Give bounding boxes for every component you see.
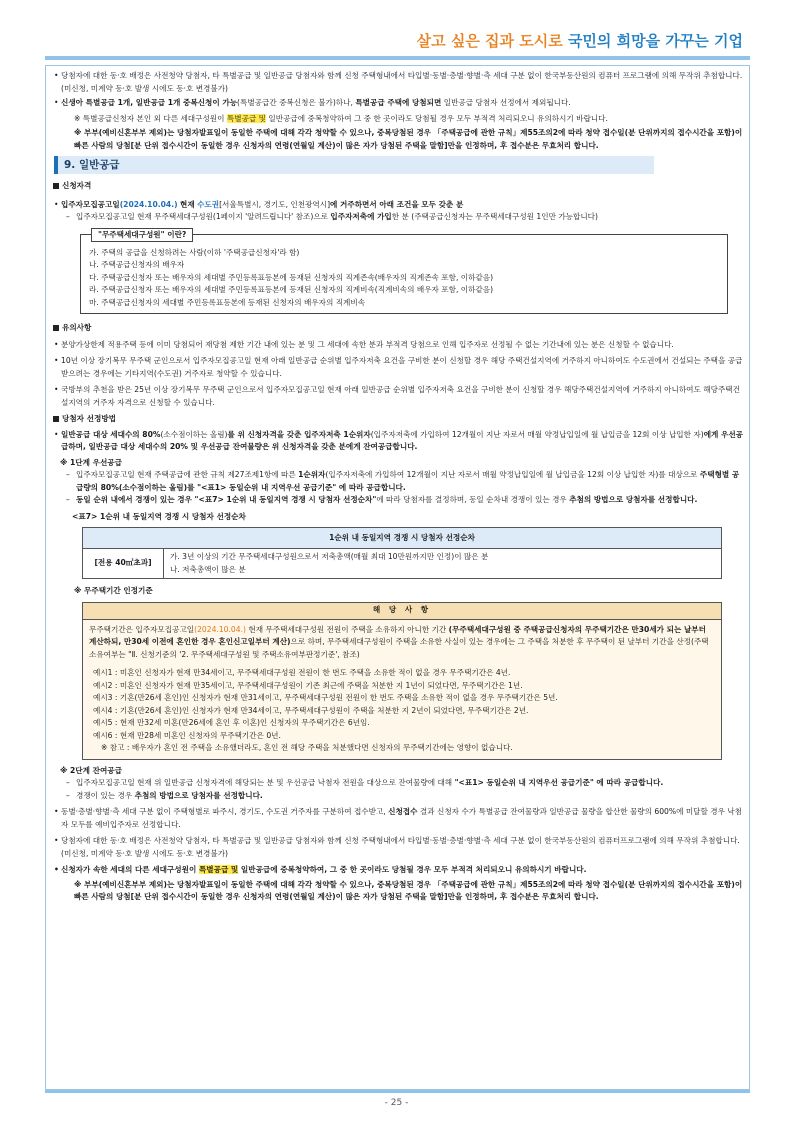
- sel-b2-b: 결과 신청자 수가 특별공급 잔여물량과 일반공급 물량을 합산한 물량의 600%에 미달할 경우 낙첨자 모두를 예비입주자로 선정합니다.: [61, 807, 742, 829]
- sel-b4-b: 일반공급에 중복청약하여, 그 중 한 곳이라도 당첨될 경우 모두 부적격 처리되오니 유의하시기 바랍니다.: [240, 865, 587, 874]
- qual-date: (2024.10.04.): [119, 199, 178, 209]
- qualification-dash: – 입주자모집공고일 현재 무주택세대구성원(1페이지 '알려드립니다' 참조)으로 입주자저축에 가입한 분 (주택공급신청자는 무주택세대구성원 1인만 가능합니다): [66, 212, 598, 221]
- selection-heading: [52, 413, 745, 426]
- example-4: 예시4 : 기혼(만26세 혼인)인 신청자가 현재 만34세이고, 무주택세대구성원이 주택을 처분한 지 2년이 되었다면, 무주택기간은 2년.: [93, 705, 529, 715]
- t8-p1-a: 무주택기간은 입주자모집공고일: [89, 624, 195, 634]
- footer-rule: [45, 1090, 750, 1093]
- s1d1-b: (입주자저축에 가입하여 12개월이 지난 자로서 매월 약정납입일에 월 납입금을 12회 이상 납입한 자)를 대상으로: [325, 470, 698, 479]
- square-bullet-icon: [53, 416, 59, 422]
- example-5: 예시5 : 현재 만32세 미혼(만26세에 혼인 후 이혼)인 신청자의 무주택기간은 6년임.: [93, 718, 370, 727]
- sel-b1-bold2: 를 위 신청자격을 갖춘 입주자저축 1순위자: [227, 429, 371, 439]
- s1d2-a: 에 따라 당첨자를 결정하며, 동일 순차내 경쟁이 있는 경우: [376, 495, 567, 504]
- sel-b2-a: 동별·층별·향별·측 세대 구분 없이 주택형별로 파주시, 경기도, 수도권 거주자를 구분하여 접수받고,: [61, 807, 386, 816]
- qual-paren: [서울특별시, 경기도, 인천광역시]: [219, 199, 331, 209]
- caution-b1-text: 분양가상한제 적용주택 등에 이미 당첨되어 재당첨 제한 기간 내에 있는 분 및 그 세대에 속한 분과 부적격 당첨으로 인해 입주자로 선정될 수 없는 기간내에 있는 분은 신청할 수 없습니다.: [61, 339, 674, 349]
- qual-bold2: 현재: [179, 199, 195, 209]
- selection-bullet-1: • 일반공급 대상 세대수의 80%(소수점이하는 올림)를 위 신청자격을 갖춘 입주자저축 1순위자(입주자저축에 가입하여 12개월이 지난 자로서 매월 약정납입일에 월 납입금을 12회 이상 납입한 자)에게 우선공급하며, 일반공급 대상 세대수의 20% 및 우선공급 잔여물량은 위 신청자격을 갖춘 분에게 잔여공급합니다.: [54, 429, 744, 451]
- example-1: 예시1 : 미혼인 신청자가 현재 만34세이고, 무주택세대구성원 전원이 한 번도 주택을 소유한 적이 없을 경우 무주택기간은 4년.: [93, 668, 511, 677]
- note1-highlight: 특별공급 및: [226, 113, 266, 123]
- s1d1-a: 입주자모집공고일 현재 주택공급에 관한 규칙 제27조제1항에 따른: [76, 470, 296, 479]
- stage2-dash-1: – 입주자모집공고일 현재 위 일반공급 신청자격에 해당되는 분 및 우선공급 낙첨자 전원을 대상으로 잔여물량에 대해 "<표1> 동일순위 내 지역우선 공급기준" 에 따라 공급합니다.: [66, 778, 664, 787]
- qualification-heading: [52, 180, 745, 193]
- header-rule: [45, 56, 750, 60]
- sel-b2-bold: 신청접수: [388, 807, 418, 816]
- sel-b4-a: 신청자가 속한 세대의 다른 세대구성원이: [61, 865, 197, 874]
- homeless-household-definition-box: [80, 229, 728, 315]
- example-6: 예시6 : 현재 만28세 미혼인 신청자의 무주택기간은 0년.: [93, 730, 281, 740]
- s1d1-bold1: 1순위자: [298, 470, 326, 479]
- cautions-heading: [52, 322, 745, 335]
- caution-bullet-3: • 국방부의 추천을 받은 25년 이상 장기복무 무주택 군인으로서 입주자모집공고일 현재 아래 일반공급 순위별 입주자저축 요건을 구비한 분이 신청할 경우 해당주택건설지역에 거주하지 아니하여도 해당주택건설지역의 거주자 자격으로 신청할 수 있습니다.: [54, 385, 740, 407]
- homeless-table-body: [83, 619, 722, 759]
- qual-bold3: 에 거주하면서 아래 조건을 모두 갖춘 분: [330, 199, 464, 209]
- homeless-table-header: 해 당 사 항: [83, 602, 722, 619]
- slogan-part1: 살고 싶은 집과 도시로: [416, 32, 563, 50]
- intro-bullet-2: • 신생아 특별공급 1개, 일반공급 1개 중복신청이 가능(특별공급간 중복신청은 불가)하나, 특별공급 주택에 당첨되면 일반공급 당첨자 선정에서 제외됩니다.: [54, 98, 571, 107]
- selection-note-last: ※ 부부(예비신혼부부 제외)는 당첨자발표일이 동일한 주택에 대해 각각 청약할 수 있으나, 중복당첨된 경우 「주택공급에 관한 규칙」제55조의2에 따라 청약 접수일(분 단위까지의 접수시간을 포함)이 빠른 사람의 당첨[분 단위 접수시간이 동일한 경우 신청자의 연령(연월일 계산)이 많은 자가 당첨된 주택을 말함]만을 인정하며, 후 접수분은 무효처리 합니다.: [74, 879, 743, 901]
- page-number: - 25 -: [384, 1098, 409, 1108]
- example-3: 예시3 : 기혼(만26세 혼인)인 신청자가 현재 만31세이고, 무주택세대구성원 전원이 한 번도 주택을 소유한 적이 없을 경우 무주택기간은 5년.: [93, 693, 558, 702]
- table7-row-content: [164, 549, 722, 579]
- intro-note-1: [52, 113, 745, 126]
- sel-b1-a: (소수점이하는 올림): [160, 429, 228, 439]
- stage1-dash-2: – 동일 순위 내에서 경쟁이 있는 경우 "<표7> 1순위 내 동일지역 경쟁 시 당첨자 선정순차"에 따라 당첨자를 결정하며, 동일 순차내 경쟁이 있는 경우 추첨의 방법으로 당첨자를 선정합니다.: [66, 495, 698, 504]
- note1-b: 일반공급에 중복청약하여 그 중 한 곳이라도 당첨될 경우 모두 부적격 처리되오니 유의하시기 바랍니다.: [268, 113, 608, 123]
- qual-d1-a: 입주자모집공고일 현재 무주택세대구성원(1페이지 '알려드립니다' 참조)으로: [76, 212, 328, 221]
- qualification-bullet: • 입주자모집공고일(2024.10.04.) 현재 수도권[서울특별시, 경기도, 인천광역시]에 거주하면서 아래 조건을 모두 갖춘 분: [54, 199, 464, 209]
- selection-bullet-3: • 당첨자에 대한 동·호 배정은 사전청약 당첨자, 타 특별공급 및 일반공급 당첨자와 함께 신청 주택형내에서 타입별·동별·층별·향별·측 세대 구분 없이 한국부동산원의 컴퓨터프로그램에 의해 무작위 추첨합니다.(미신청, 미계약 동·호 발생 시에도 동·호 변경불가): [54, 836, 740, 858]
- intro-note-2: ※ 부부(예비신혼부부 제외)는 당첨자발표일이 동일한 주택에 대해 각각 청약할 수 있으나, 중복당첨된 경우 「주택공급에 관한 규칙」제55조의2에 따라 청약 접수일(분 단위까지의 접수시간을 포함)이 빠른 사람의 당첨[분 단위 접수시간이 동일한 경우 신청자의 연령(연월일 계산)이 많은 자가 당첨된 주택을 말함]만을 인정하며, 후 접수분은 무효처리 합니다.: [74, 128, 743, 150]
- s1d1-bold2: 주택형별 공급량의 80%(소수점이하는 올림)를 "<표1> 동일순위 내 지역우선 공급기준" 에 따라 공급합니다.: [76, 470, 740, 492]
- header-slogan: [417, 30, 743, 51]
- s2d2-bold: 추첨의 방법으로 당첨자를 선정합니다.: [134, 790, 263, 800]
- table7: [82, 527, 722, 579]
- sel-b1-bold1: 일반공급 대상 세대수의 80%: [61, 429, 161, 439]
- caution-bullet-2: • 10년 이상 장기복무 무주택 군인으로서 입주자모집공고일 현재 아래 일반공급 순위별 입주자저축 요건을 구비한 분이 신청할 경우 해당 주택건설지역에 거주하지 아니하여도 수도권에서 건설되는 주택을 공급받으려는 경우에는 기타지역(수도권) 거주자로 청약할 수 있습니다.: [54, 356, 743, 378]
- note1-a: ※ 특별공급신청자 본인 외 다른 세대구성원이: [74, 113, 225, 123]
- s2d1-a: 입주자모집공고일 현재 위 일반공급 신청자격에 해당되는 분 및 우선공급 낙첨자 전원을 대상으로 잔여물량에 대해: [76, 778, 453, 787]
- stage1-heading: ※ 1단계 우선공급: [60, 457, 122, 467]
- intro-b2-bold2: 특별공급 주택에 당첨되면: [355, 98, 442, 107]
- qual-bold1: 입주자모집공고일: [61, 199, 120, 209]
- table7-row-label: [전용 40㎡초과]: [83, 549, 164, 579]
- cautions-heading-text: 유의사항: [62, 323, 92, 332]
- caution-b2-text: 10년 이상 장기복무 무주택 군인으로서 입주자모집공고일 현재 아래 일반공급 순위별 입주자저축 요건을 구비한 분이 신청할 경우 해당 주택건설지역에 거주하지 아니하여도 수도권에서 건설되는 주택을 공급받으려는 경우에는 기타지역(수도권) 거주자로 청약할 수 있습니다.: [61, 356, 743, 378]
- intro-b2-rest2: 일반공급 당첨자 선정에서 제외됩니다.: [443, 98, 571, 107]
- t8-paragraph: [89, 624, 715, 662]
- def-item-5: 마. 주택공급신청자의 세대별 주민등록표등본에 등재된 신청자의 배우자의 직계비속: [89, 297, 366, 307]
- sel-b1-bold3: 에게 우선공급하며, 일반공급 대상 세대수의 20% 및 우선공급 잔여물량은 위 신청자격을 갖춘 분에게 잔여공급합니다.: [61, 429, 744, 451]
- homeless-heading: ※ 무주택기간 인정기준: [74, 586, 153, 595]
- qualification-heading-text: 신청자격: [62, 181, 92, 190]
- defbox-caption: "무주택세대구성원" 이란?: [91, 228, 193, 242]
- qual-area: 수도권: [197, 199, 220, 209]
- homeless-period-table: [82, 602, 722, 760]
- section-accent: [54, 156, 58, 174]
- def-item-1: 가. 주택의 공급을 신청하려는 사람(이하 '주택공급신청자'라 함): [89, 247, 300, 257]
- example-note: ※ 참고 : 배우자가 혼인 전 주택을 소유했더라도, 혼인 전 해당 주택을 처분했다면 신청자의 무주택기간에는 영향이 없습니다.: [101, 743, 513, 752]
- s1d2-bold2: 추첨의 방법으로 당첨자를 선정합니다.: [569, 495, 698, 504]
- section-title: 9. 일반공급: [64, 158, 120, 171]
- square-bullet-icon: [53, 325, 59, 331]
- s2d2-a: 경쟁이 있는 경우: [76, 790, 133, 800]
- def-item-2: 나. 주택공급신청자의 배우자: [89, 260, 185, 269]
- selection-bullet-4: • 신청자가 속한 세대의 다른 세대구성원이 특별공급 및 일반공급에 중복청약하여, 그 중 한 곳이라도 당첨될 경우 모두 부적격 처리되오니 유의하시기 바랍니다.: [54, 865, 587, 874]
- selection-bullet-2: • 동별·층별·향별·측 세대 구분 없이 주택형별로 파주시, 경기도, 수도권 거주자를 구분하여 접수받고, 신청접수 결과 신청자 수가 특별공급 잔여물량과 일반공급 물량을 합산한 물량의 600%에 미달할 경우 낙첨자 모두를 예비입주자로 선정합니다.: [54, 807, 742, 829]
- qual-d1-bold: 입주자저축에 가입: [330, 212, 392, 221]
- document-body: [52, 70, 745, 904]
- table7-caption: <표7> 1순위 내 동일지역 경쟁 시 당첨자 선정순차: [72, 511, 246, 521]
- stage1-dash-1: – 입주자모집공고일 현재 주택공급에 관한 규칙 제27조제1항에 따른 1순위자(입주자저축에 가입하여 12개월이 지난 자로서 매월 약정납입일에 월 납입금을 12회 이상 납입한 자)를 대상으로 주택형별 공급량의 80%(소수점이하는 올림)를 "<표1> 동일순위 내 지역우선 공급기준" 에 따라 공급합니다.: [66, 470, 740, 492]
- selection-heading-text: 당첨자 선정방법: [62, 414, 116, 423]
- stage2-heading: ※ 2단계 잔여공급: [60, 765, 122, 775]
- qual-d1-b: 한 분 (주택공급신청자는 무주택세대구성원 1인만 가능합니다): [391, 212, 598, 221]
- def-item-4: 라. 주택공급신청자 또는 배우자의 세대별 주민등록표등본에 등재된 신청자의 직계비속(직계비속의 배우자 포함, 이하같음): [89, 285, 494, 294]
- t8-p1-c: 으로 하며, 무주택세대구성원이 주택을 소유한 사실이 있는 경우에는 그 주택을 처분한 후 무주택이 된 날부터 기간을 산정(주택소유여부는 "Ⅱ. 신청기준의 '2. 무주택세대구성원 및 주택소유여부판정기준', 참조): [89, 637, 709, 659]
- t8-p1-b: 현재 무주택세대구성원 전원이 주택을 소유하지 아니한 기간: [248, 624, 447, 634]
- sel-b1-b: (입주자저축에 가입하여 12개월이 지난 자로서 매월 약정납입일에 월 납입금을 12회 이상 납입한 자): [370, 429, 704, 439]
- caution-bullet-1: • 분양가상한제 적용주택 등에 이미 당첨되어 재당첨 제한 기간 내에 있는 분 및 그 세대에 속한 분과 부적격 당첨으로 인해 입주자로 선정될 수 없는 기간내에 있는 분은 신청할 수 없습니다.: [54, 339, 674, 349]
- caution-b3-text: 국방부의 추천을 받은 25년 이상 장기복무 무주택 군인으로서 입주자모집공고일 현재 아래 일반공급 순위별 입주자저축 요건을 구비한 분이 신청할 경우 해당주택건설지역에 거주하지 아니하여도 해당주택건설지역의 거주자 자격으로 신청할 수 있습니다.: [61, 385, 740, 407]
- square-bullet-icon: [53, 183, 59, 189]
- sel-b4-highlight: 특별공급 및: [198, 865, 239, 874]
- sel-b3-text: 당첨자에 대한 동·호 배정은 사전청약 당첨자, 타 특별공급 및 일반공급 당첨자와 함께 신청 주택형내에서 타입별·동별·층별·향별·측 세대 구분 없이 한국부동산원의 컴퓨터프로그램에 의해 무작위 추첨합니다.(미신청, 미계약 동·호 발생 시에도 동·호 변경불가): [61, 836, 740, 858]
- section-title-bar: [54, 156, 654, 174]
- def-item-3: 다. 주택공급신청자 또는 배우자의 세대별 주민등록표등본에 등재된 신청자의 직계존속(배우자의 직계존속 포함, 이하같음): [89, 272, 494, 282]
- intro-bullet-1: • 당첨자에 대한 동·호 배정은 사전청약 당첨자, 타 특별공급 및 일반공급 당첨자와 함께 신청 주택형내에서 타입별·동별·층별·향별·측 세대 구분 없이 한국부동산원의 컴퓨터 프로그램에 의해 무작위 추첨합니다.(미신청, 미계약 동·호 발생 시에도 동·호 변경불가): [54, 71, 743, 93]
- example-2: 예시2 : 미혼인 신청자가 현재 만35세이고, 무주택세대구성원이 기존 최근에 주택을 처분한 지 1년이 되었다면, 무주택기간은 1년.: [93, 680, 523, 690]
- table7-header: 1순위 내 동일지역 경쟁 시 당첨자 선정순차: [83, 528, 722, 549]
- s2d1-bold: "<표1> 동일순위 내 지역우선 공급기준" 에 따라 공급합니다.: [454, 778, 664, 787]
- intro-b2-bold: 신생아 특별공급 1개, 일반공급 1개 중복신청이 가능: [61, 98, 238, 107]
- intro-b2-rest1: (특별공급간 중복신청은 불가)하나,: [237, 98, 353, 107]
- t8-p1-bold: (무주택세대구성원 중 주택공급신청자의 무주택기간은 만30세가 되는 날부터 계산하되, 만30세 이전에 혼인한 경우 혼인신고일부터 계산): [89, 624, 706, 646]
- s1d2-bold1: 동일 순위 내에서 경쟁이 있는 경우 "<표7> 1순위 내 동일지역 경쟁 시 당첨자 선정순차": [76, 495, 377, 504]
- intro-b1-text: 당첨자에 대한 동·호 배정은 사전청약 당첨자, 타 특별공급 및 일반공급 당첨자와 함께 신청 주택형내에서 타입별·동별·층별·향별·측 세대 구분 없이 한국부동산원의 컴퓨터 프로그램에 의해 무작위 추첨합니다.(미신청, 미계약 동·호 발생 시에도 동·호 변경불가): [61, 71, 743, 93]
- slogan-part2: 국민의 희망을 가꾸는 기업: [567, 32, 743, 50]
- table7-ga: 가. 3년 이상의 기간 무주택세대구성원으로서 저축총액(매월 최대 10만원까지만 인정)이 많은 분: [170, 552, 489, 561]
- t8-p1-date: (2024.10.04.): [194, 624, 246, 634]
- stage2-dash-2: – 경쟁이 있는 경우 추첨의 방법으로 당첨자를 선정합니다.: [66, 790, 263, 800]
- table7-na: 나. 저축총액이 많은 분: [170, 564, 246, 574]
